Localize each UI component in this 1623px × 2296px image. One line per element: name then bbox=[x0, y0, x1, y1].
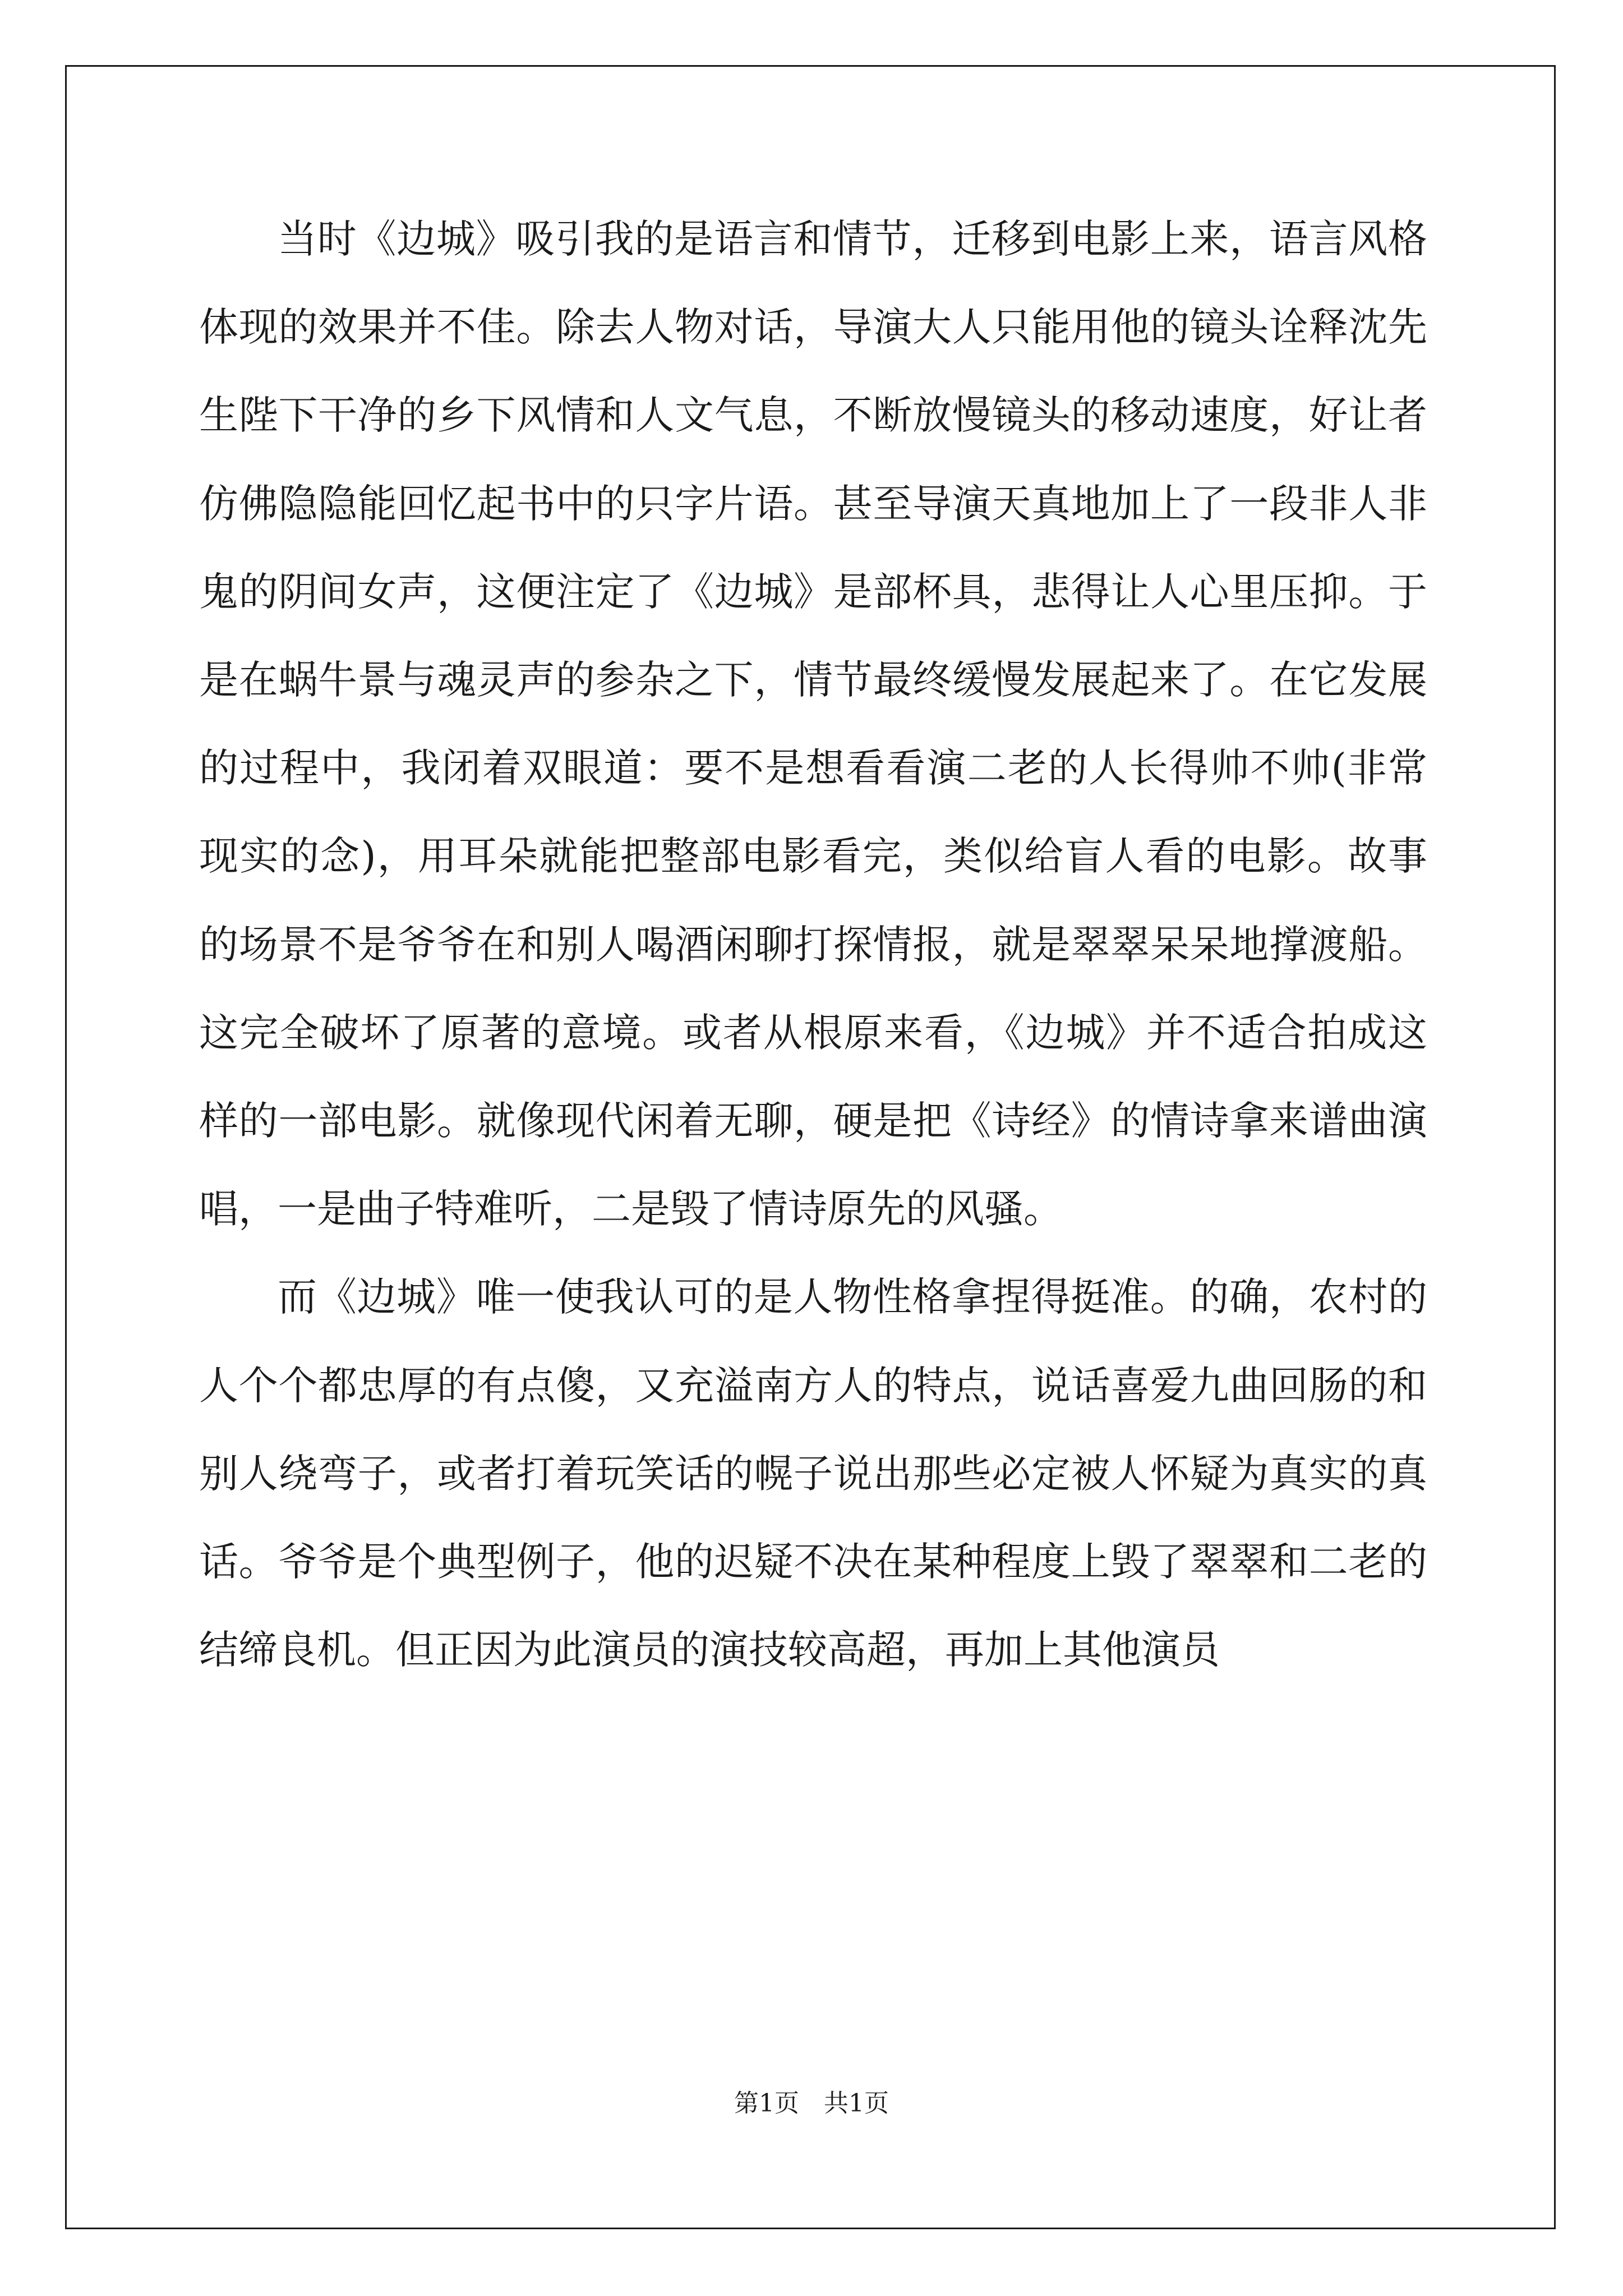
document-body bbox=[199, 195, 1427, 1694]
paragraph-1: 当时《边城》吸引我的是语言和情节，迁移到电影上来，语言风格体现的效果并不佳。除去人物对话，导演大人只能用他的镜头诠释沈先生陛下干净的乡下风情和人文气息，不断放慢镜头的移动速度，好让者仿佛隐隐能回忆起书中的只字片语。甚至导演天真地加上了一段非人非鬼的阴间女声，这便注定了《边城》是部杯具，悲得让人心里压抑。于是在蜗牛景与魂灵声的参杂之下，情节最终缓慢发展起来了。在它发展的过程中，我闭着双眼道：要不是想看看演二老的人长得帅不帅(非常现实的念)，用耳朵就能把整部电影看完，类似给盲人看的电影。故事的场景不是爷爷在和别人喝酒闲聊打探情报，就是翠翠呆呆地撑渡船。这完全破坏了原著的意境。或者从根原来看，《边城》并不适合拍成这样的一部电影。就像现代闲着无聊，硬是把《诗经》的情诗拿来谱曲演唱，一是曲子特难听，二是毁了情诗原先的风骚。 bbox=[199, 216, 1427, 1232]
page-footer: 第1页 共1页 bbox=[734, 2089, 889, 2118]
paragraph-2: 而《边城》唯一使我认可的是人物性格拿捏得挺准。的确，农村的人个个都忠厚的有点傻，又充溢南方人的特点，说话喜爱九曲回肠的和别人绕弯子，或者打着玩笑话的幌子说出那些必定被人怀疑为真实的真话。爷爷是个典型例子，他的迟疑不决在某种程度上毁了翠翠和二老的结缔良机。但正因为此演员的演技较高超，再加上其他演员 bbox=[199, 1274, 1427, 1673]
